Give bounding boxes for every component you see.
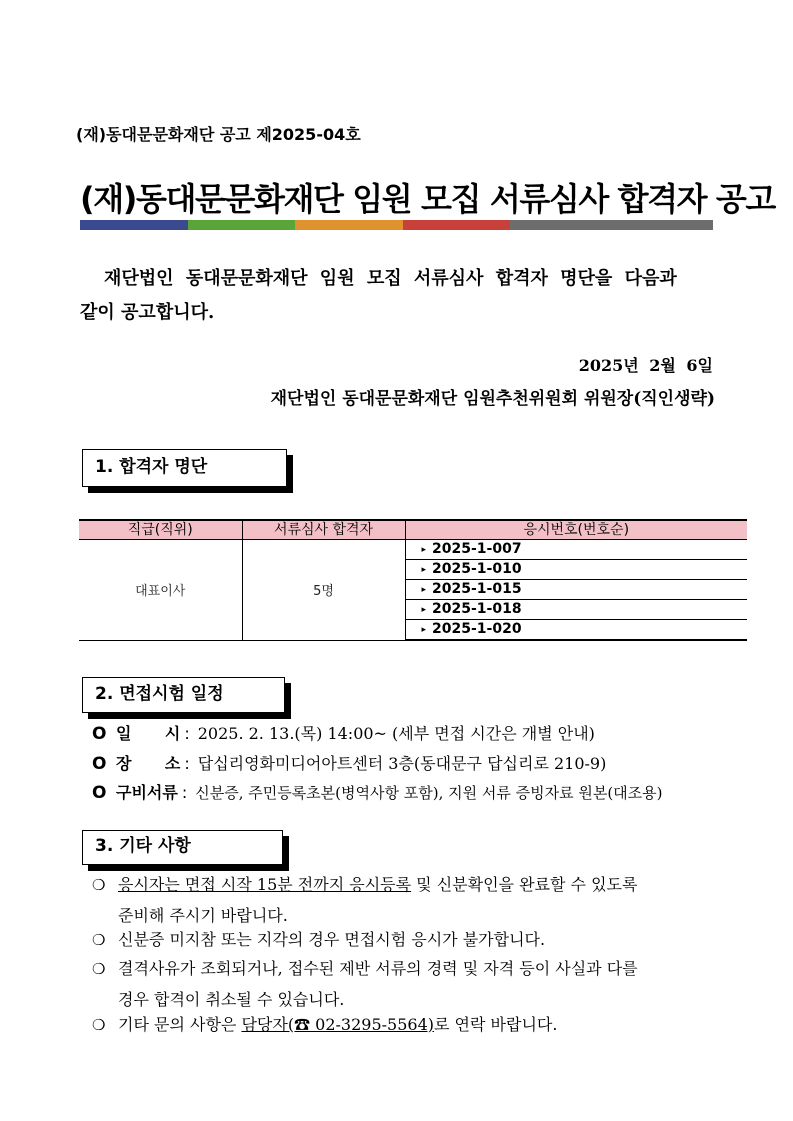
issuer: 재단법인 동대문문화재단 임원추천위원회 위원장(직인생략) (270, 389, 715, 409)
circle-bullet-icon: ❍ (92, 960, 106, 978)
circle-bullet-icon: O (92, 783, 107, 803)
column-header: 서류심사 합격자 (242, 520, 405, 540)
note-text-continued: 준비해 주시기 바랍니다. (118, 906, 288, 925)
note-text-underlined: 응시자는 면접 시작 15분 전까지 응시등록 (118, 875, 412, 894)
intro-line-1: 재단법인 동대문문화재단 임원 모집 서류심사 합격자 명단을 다음과 (104, 268, 677, 289)
color-bar-segment (403, 220, 511, 230)
schedule-value: 답십리영화미디어아트센터 3층(동대문구 답십리로 210-9) (197, 754, 607, 773)
schedule-value: 2025. 2. 13.(목) 14:00~ (세부 면접 시간은 개별 안내) (197, 724, 595, 743)
column-header: 직급(직위) (79, 520, 242, 540)
circle-bullet-icon: ❍ (92, 876, 106, 894)
triangle-bullet-icon: ▸ (421, 584, 427, 595)
schedule-label: 일 시 (116, 724, 181, 743)
circle-bullet-icon: ❍ (92, 1016, 106, 1034)
count-cell: 5명 (242, 540, 405, 641)
note-text: 신분증 미지참 또는 지각의 경우 면접시험 응시가 불가합니다. (118, 930, 546, 949)
note-text: 로 연락 바랍니다. (434, 1015, 558, 1034)
section-heading-candidates: 1. 합격자 명단 (82, 449, 287, 487)
notice-date: 2025년 2월 6일 (578, 356, 713, 375)
note-text-continued: 경우 합격이 취소될 수 있습니다. (118, 990, 345, 1009)
schedule-item-location: O 장 소 : 답십리영화미디어아트센터 3층(동대문구 답십리로 210-9) (92, 751, 606, 774)
color-bar-segment (295, 220, 403, 230)
circle-bullet-icon: ❍ (92, 931, 106, 949)
notice-number: (재)동대문문화재단 공고 제2025-04호 (76, 125, 361, 144)
table-row (79, 540, 747, 560)
note-item (92, 956, 638, 1010)
note-text: 기타 문의 사항은 (118, 1015, 242, 1034)
table-header-row (79, 520, 747, 540)
color-bar-segment (510, 220, 713, 230)
note-item (92, 872, 637, 926)
section-heading-other: 3. 기타 사항 (82, 830, 283, 865)
column-header: 응시번호(번호순) (405, 520, 747, 540)
applicant-number: ▸ 2025-1-007 (405, 540, 747, 560)
applicant-number: ▸ 2025-1-018 (405, 600, 747, 620)
color-bar-segment (80, 220, 188, 230)
schedule-label: 구비서류 (116, 783, 178, 802)
applicant-number: ▸ 2025-1-015 (405, 580, 747, 600)
triangle-bullet-icon: ▸ (421, 544, 427, 555)
position-cell: 대표이사 (79, 540, 242, 641)
intro-line-2: 같이 공고합니다. (80, 302, 215, 323)
section-heading-interview: 2. 면접시험 일정 (82, 677, 285, 713)
schedule-item-datetime: O 일 시 : 2025. 2. 13.(목) 14:00~ (세부 면접 시간은 개별 안내) (92, 721, 595, 744)
applicant-number: ▸ 2025-1-020 (405, 620, 747, 641)
circle-bullet-icon: O (92, 724, 107, 744)
applicant-number: ▸ 2025-1-010 (405, 560, 747, 580)
schedule-item-documents: O 구비서류 : 신분증, 주민등록초본(병역사항 포함), 지원 서류 증빙자료 원본(대조용) (92, 780, 663, 803)
color-bar-segment (188, 220, 296, 230)
triangle-bullet-icon: ▸ (421, 624, 427, 635)
title-color-bar (80, 220, 713, 230)
circle-bullet-icon: O (92, 754, 107, 774)
contact-phone: 담당자(☎ 02-3295-5564) (241, 1015, 435, 1034)
candidates-table (79, 519, 747, 641)
schedule-value: 신분증, 주민등록초본(병역사항 포함), 지원 서류 증빙자료 원본(대조용) (195, 784, 663, 802)
note-text: 및 신분확인을 완료할 수 있도록 (411, 875, 638, 894)
note-item (92, 1012, 557, 1035)
triangle-bullet-icon: ▸ (421, 564, 427, 575)
note-text: 결격사유가 조회되거나, 접수된 제반 서류의 경력 및 자격 등이 사실과 다를 (118, 959, 638, 978)
schedule-label: 장 소 (116, 754, 181, 773)
page-title: (재)동대문문화재단 임원 모집 서류심사 합격자 공고 (80, 180, 775, 218)
note-item (92, 927, 545, 950)
triangle-bullet-icon: ▸ (421, 604, 427, 615)
